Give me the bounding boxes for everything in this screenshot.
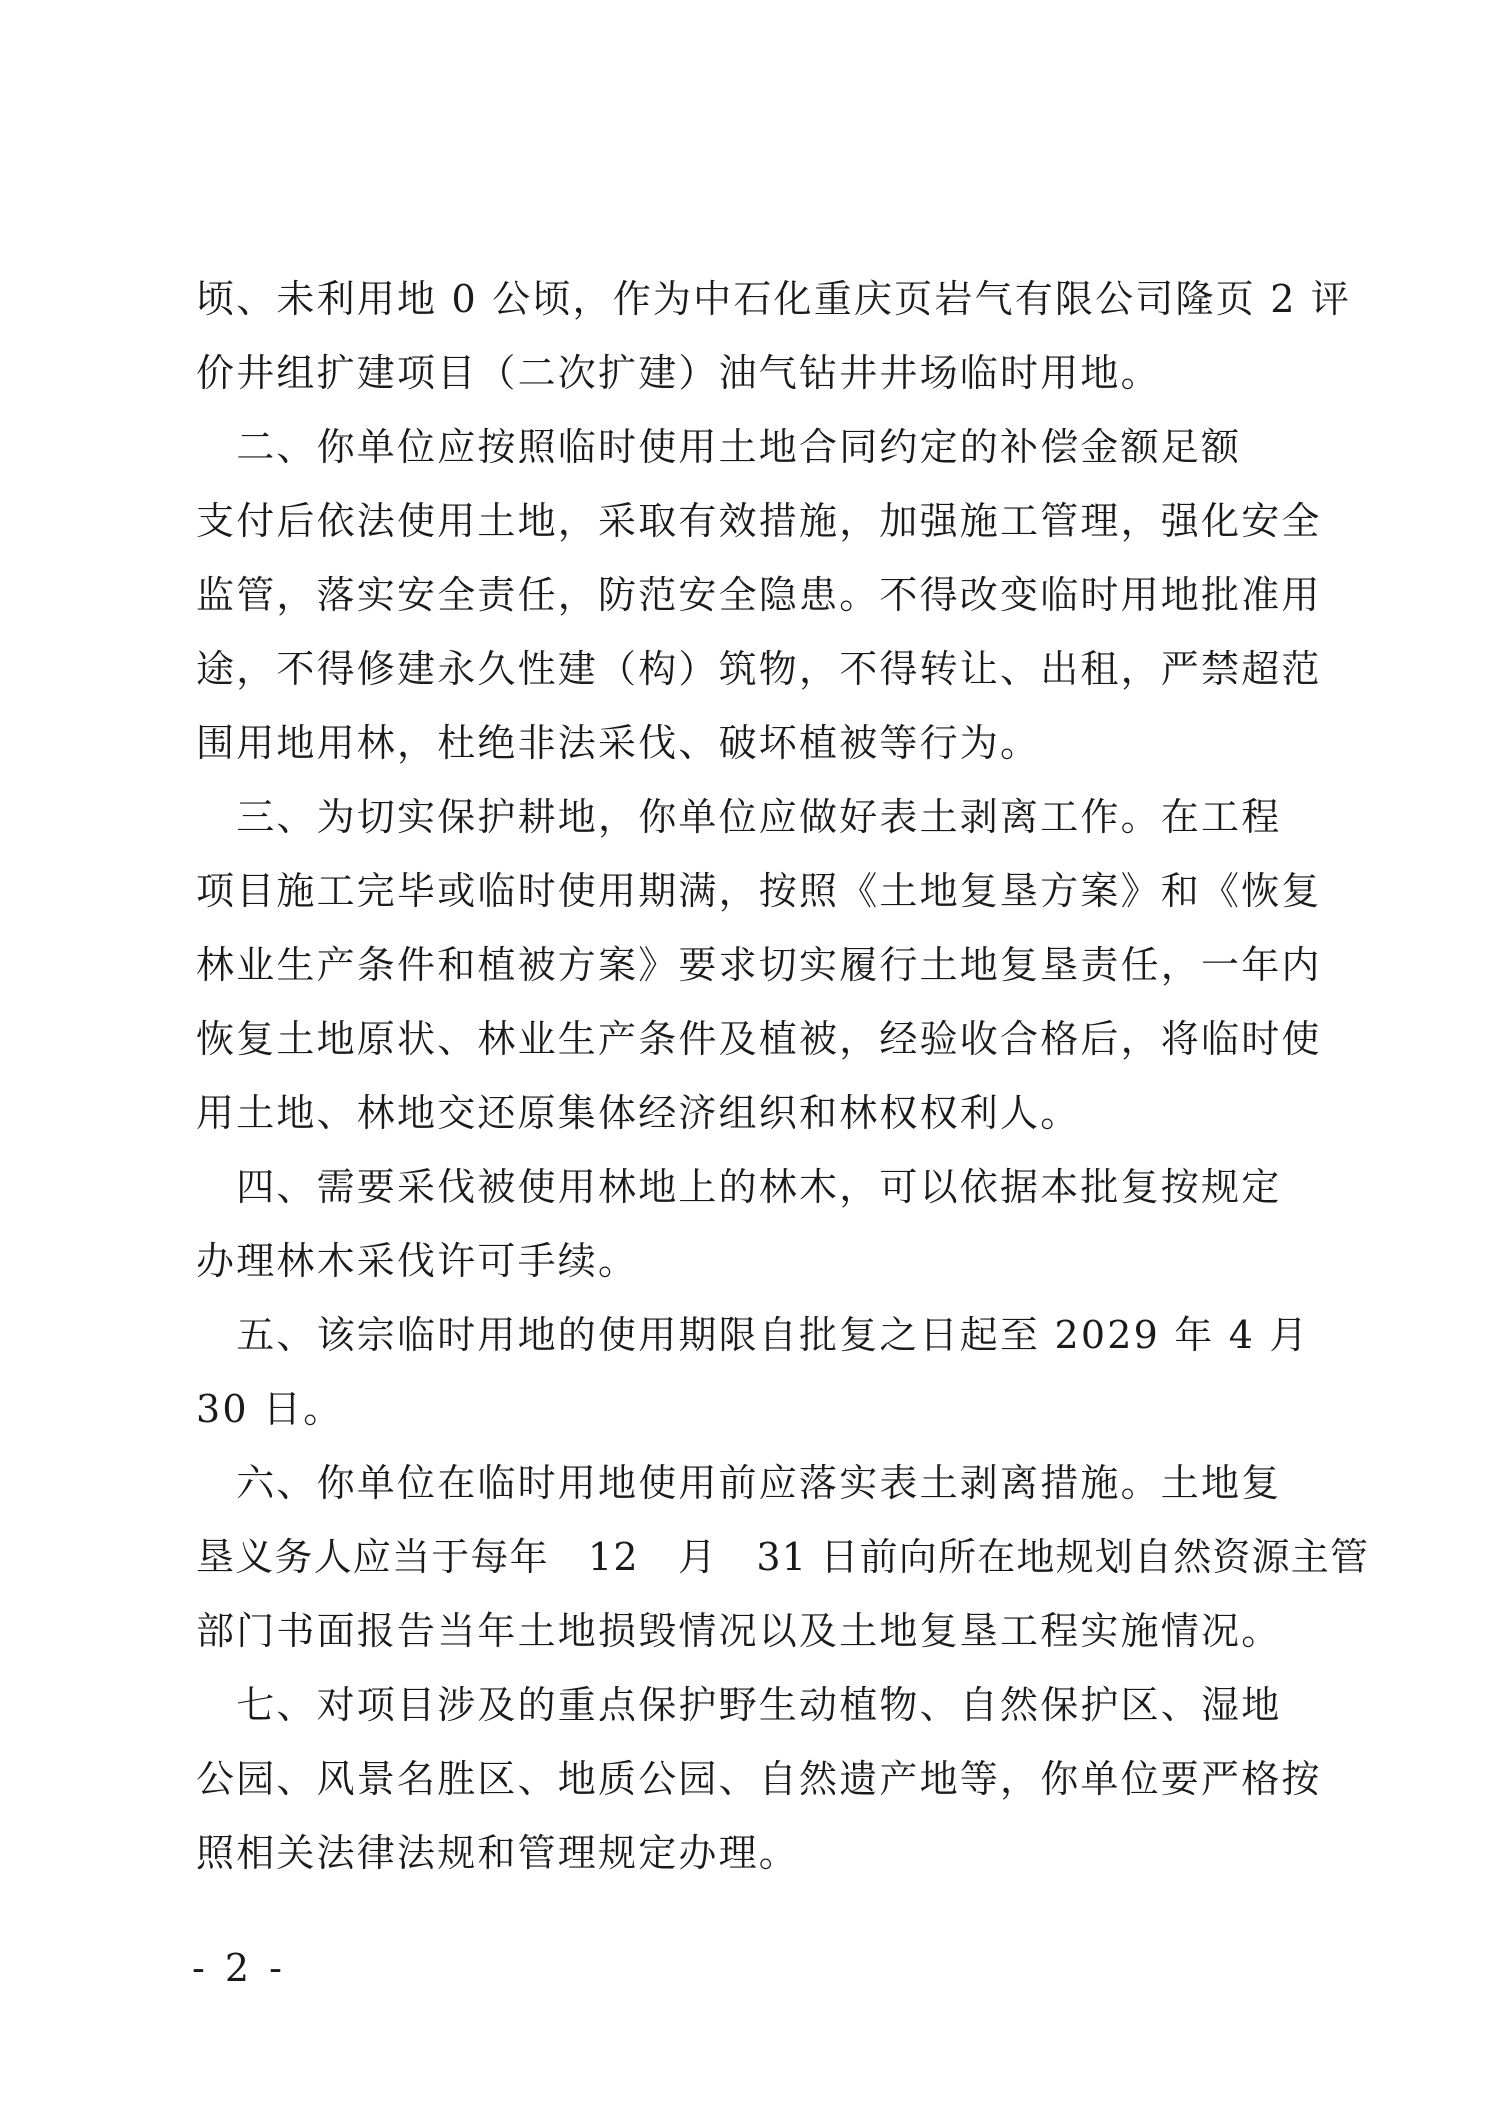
text-line: 七、对项目涉及的重点保护野生动植物、自然保护区、湿地	[196, 1683, 1282, 1727]
text-line: 二、你单位应按照临时使用土地合同约定的补偿金额足额	[196, 425, 1242, 469]
text-line: 公园、风景名胜区、地质公园、自然遗产地等，你单位要严格按	[196, 1757, 1322, 1801]
text-line: 垦义务人应当于每年 12 月 31 日前向所在地规划自然资源主管	[196, 1535, 1370, 1579]
text-line: 价井组扩建项目（二次扩建）油气钻井井场临时用地。	[196, 351, 1161, 395]
text-line: 支付后依法使用土地，采取有效措施，加强施工管理，强化安全	[196, 499, 1322, 543]
text-line: 照相关法律法规和管理规定办理。	[196, 1831, 800, 1875]
text-line: 项目施工完毕或临时使用期满，按照《土地复垦方案》和《恢复	[196, 869, 1322, 913]
text-line: 六、你单位在临时用地使用前应落实表土剥离措施。土地复	[196, 1461, 1282, 1505]
text-line: 用土地、林地交还原集体经济组织和林权权利人。	[196, 1091, 1081, 1135]
text-line: 围用地用林，杜绝非法采伐、破坏植被等行为。	[196, 721, 1041, 765]
text-line: 途，不得修建永久性建（构）筑物，不得转让、出租，严禁超范	[196, 647, 1322, 691]
text-line: 五、该宗临时用地的使用期限自批复之日起至 2029 年 4 月	[196, 1313, 1310, 1357]
text-line: 顷、未利用地 0 公顷，作为中石化重庆页岩气有限公司隆页 2 评	[196, 277, 1352, 321]
text-line: 四、需要采伐被使用林地上的林木，可以依据本批复按规定	[196, 1165, 1282, 1209]
text-line: 林业生产条件和植被方案》要求切实履行土地复垦责任，一年内	[196, 943, 1322, 987]
document-body	[196, 262, 1370, 1890]
page-number: - 2 -	[192, 1946, 287, 1990]
text-line: 办理林木采伐许可手续。	[196, 1239, 639, 1283]
text-line: 监管，落实安全责任，防范安全隐患。不得改变临时用地批准用	[196, 573, 1322, 617]
text-line: 恢复土地原状、林业生产条件及植被，经验收合格后，将临时使	[196, 1017, 1322, 1061]
text-line: 三、为切实保护耕地，你单位应做好表土剥离工作。在工程	[196, 795, 1282, 839]
text-line: 部门书面报告当年土地损毁情况以及土地复垦工程实施情况。	[196, 1609, 1282, 1653]
text-line: 30 日。	[196, 1387, 344, 1431]
